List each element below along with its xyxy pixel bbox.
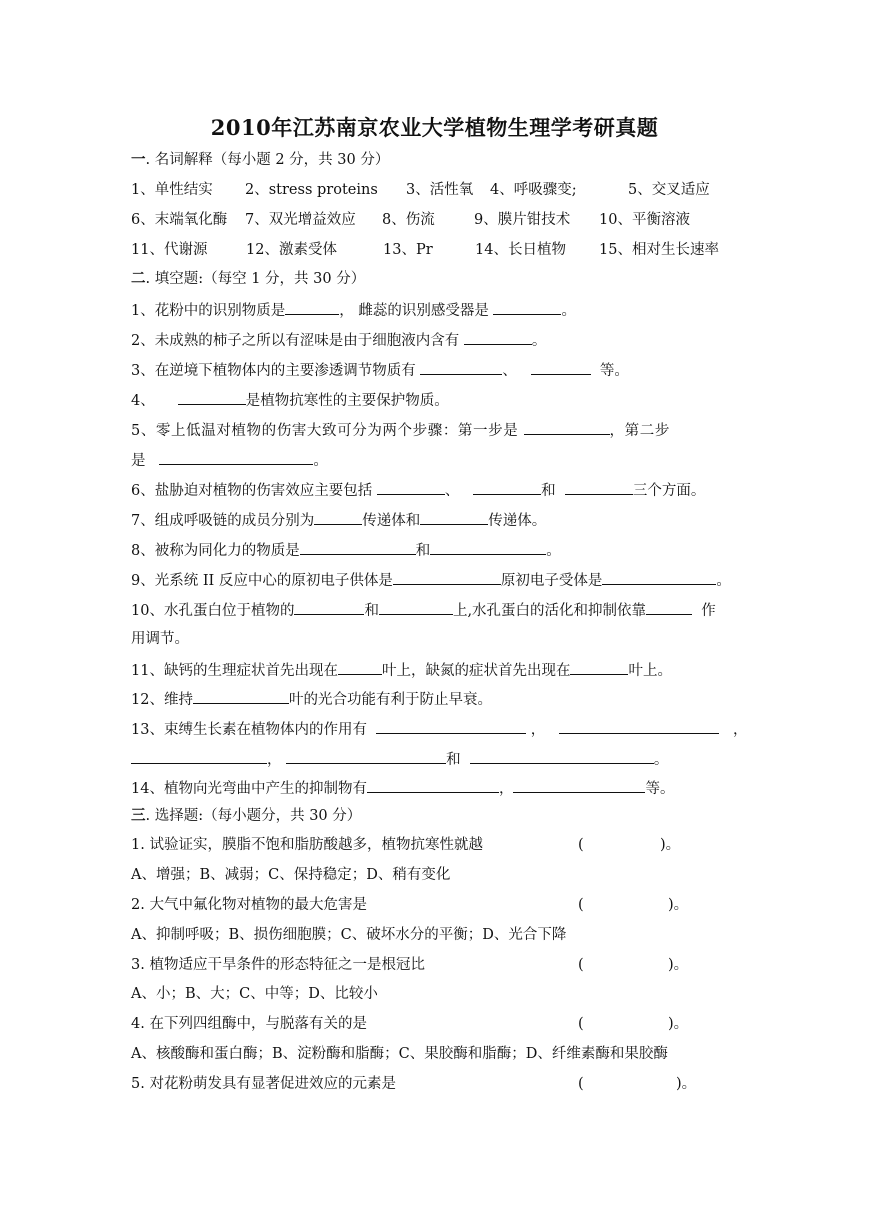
question-text: 。 [531, 333, 547, 349]
term-8: 8、伤流 [382, 212, 435, 228]
term-11: 11、代谢源 [131, 242, 208, 258]
term-10: 10、平衡溶液 [599, 212, 690, 228]
question-text: ， [267, 752, 282, 768]
choice-options-3: A、小；B、大；C、中等；D、比较小 [131, 986, 378, 1002]
answer-blank[interactable] [286, 748, 446, 764]
question-text: 3、在逆境下植物体内的主要渗透调节物质有 [131, 363, 416, 379]
answer-blank[interactable] [300, 539, 416, 555]
fill-question-13-cont [131, 748, 668, 770]
answer-blank[interactable] [493, 299, 561, 315]
question-text: 等。 [599, 363, 629, 379]
fill-question-14 [131, 777, 674, 799]
term-3: 3、活性氧 [406, 182, 474, 198]
answer-blank[interactable] [646, 599, 692, 615]
term-1: 1、单性结实 [131, 182, 213, 198]
question-text: 叶上。 [628, 663, 672, 679]
section-heading-1 [131, 150, 389, 170]
fill-question-5-cont [131, 449, 328, 471]
answer-blank[interactable] [531, 359, 591, 375]
term-9: 9、膜片钳技术 [474, 212, 571, 228]
question-text: 5、零上低温对植物的伤害大致可分为两个步骤：第一步是 [131, 423, 519, 439]
question-text: 和 [415, 543, 431, 559]
question-text: 三个方面。 [632, 483, 706, 499]
term-13: 13、Pr [383, 242, 433, 258]
question-text: ，第二步 [609, 423, 670, 439]
question-text: 2、未成熟的柿子之所以有涩味是由于细胞液内含有 [131, 333, 460, 349]
answer-paren-open[interactable]: ( [578, 1016, 584, 1032]
answer-blank[interactable] [430, 539, 546, 555]
question-text: 传递体。 [488, 513, 547, 529]
page-title: 2010年江苏南京农业大学植物生理学考研真题 [210, 115, 659, 140]
fill-question-1 [131, 299, 576, 321]
answer-blank[interactable] [420, 359, 502, 375]
answer-blank[interactable] [159, 449, 313, 465]
fill-question-8 [131, 539, 561, 561]
question-text: 8、被称为同化力的物质是 [131, 543, 300, 559]
answer-blank[interactable] [565, 479, 633, 495]
question-text: 12、维持 [131, 692, 193, 708]
term-6: 6、末端氧化酶 [131, 212, 228, 228]
answer-blank[interactable] [464, 329, 532, 345]
question-text: 传递体和 [362, 513, 421, 529]
fill-question-3 [131, 359, 629, 381]
fill-question-13 [131, 718, 747, 740]
answer-blank[interactable] [377, 479, 445, 495]
fill-question-2 [131, 329, 546, 351]
answer-blank[interactable] [570, 659, 628, 675]
answer-blank[interactable] [524, 419, 610, 435]
section-heading-2 [131, 269, 365, 289]
answer-blank[interactable] [131, 748, 267, 764]
question-text: 、 [502, 363, 517, 379]
choice-question-2: 2. 大气中氟化物对植物的最大危害是 [131, 897, 367, 913]
fill-question-12 [131, 688, 492, 710]
question-text: 上,水孔蛋白的活化和抑制依靠 [452, 603, 647, 619]
question-text: 等。 [645, 781, 675, 797]
question-text: 作 [701, 603, 716, 619]
question-text: ， [530, 722, 546, 738]
question-text: ， [498, 781, 514, 797]
section-heading-3 [131, 806, 361, 826]
answer-blank[interactable] [285, 299, 339, 315]
answer-blank[interactable] [376, 718, 526, 734]
term-15: 15、相对生长速率 [599, 242, 719, 258]
question-text: 是植物抗寒性的主要保护物质。 [245, 393, 449, 409]
section-number: 三 [131, 807, 146, 824]
term-12: 12、激素受体 [246, 242, 337, 258]
answer-blank[interactable] [294, 599, 364, 615]
answer-paren-close: )。 [668, 897, 689, 913]
section-text: . 名词解释（每小题 2 分，共 30 分） [145, 152, 390, 168]
question-text: 。 [653, 752, 669, 768]
section-number: 一 [131, 151, 146, 168]
fill-question-10-cont: 用调节。 [131, 631, 189, 647]
answer-paren-close: )。 [668, 1016, 689, 1032]
question-text: 、 [444, 483, 460, 499]
section-number: 二 [131, 270, 146, 287]
fill-question-9 [131, 569, 731, 591]
fill-question-11 [131, 659, 672, 681]
answer-paren-open[interactable]: ( [578, 837, 584, 853]
answer-blank[interactable] [338, 659, 382, 675]
term-5: 5、交叉适应 [628, 182, 710, 198]
question-text: 和 [541, 483, 556, 499]
question-text: 14、植物向光弯曲中产生的抑制物有 [131, 781, 367, 797]
term-14: 14、长日植物 [475, 242, 566, 258]
answer-blank[interactable] [367, 777, 499, 793]
answer-blank[interactable] [473, 479, 541, 495]
answer-blank[interactable] [470, 748, 654, 764]
answer-blank[interactable] [379, 599, 453, 615]
choice-options-1: A、增强；B、减弱；C、保持稳定；D、稍有变化 [131, 867, 451, 883]
answer-blank[interactable] [193, 688, 289, 704]
question-text: 。 [313, 453, 328, 469]
choice-question-1: 1. 试验证实，膜脂不饱和脂肪酸越多，植物抗寒性就越 [131, 837, 483, 853]
term-4: 4、呼吸骤变; [490, 182, 577, 198]
question-text: 9、光系统 II 反应中心的原初电子供体是 [131, 573, 393, 589]
answer-paren-open[interactable]: ( [578, 957, 584, 973]
term-2: 2、stress proteins [245, 182, 378, 198]
answer-blank[interactable] [393, 569, 501, 585]
question-text: 叶上，缺氮的症状首先出现在 [381, 663, 571, 679]
question-text: 原初电子受体是 [500, 573, 603, 589]
question-text: ， [732, 722, 748, 738]
fill-question-7 [131, 509, 546, 531]
answer-blank[interactable] [314, 509, 362, 525]
section-text: . 填空题:（每空 1 分，共 30 分） [145, 271, 366, 287]
fill-question-4 [131, 389, 449, 411]
answer-paren-close: )。 [668, 957, 689, 973]
section-text: . 选择题:（每小题分，共 30 分） [145, 808, 362, 824]
question-text: 6、盐胁迫对植物的伤害效应主要包括 [131, 483, 373, 499]
term-7: 7、双光增益效应 [245, 212, 356, 228]
question-text: 和 [364, 603, 379, 619]
question-text: 和 [446, 752, 461, 768]
answer-paren-close: )。 [660, 837, 681, 853]
question-text: 7、组成呼吸链的成员分别为 [131, 513, 315, 529]
question-text: 13、束缚生长素在植物体内的作用有 [131, 722, 367, 738]
question-text: 。 [716, 573, 731, 589]
fill-question-6 [131, 479, 705, 501]
question-text: 11、缺钙的生理症状首先出现在 [131, 663, 338, 679]
fill-question-5 [131, 419, 670, 441]
answer-paren-close: )。 [676, 1076, 697, 1092]
answer-blank[interactable] [602, 569, 716, 585]
fill-question-10 [131, 599, 716, 621]
question-text: 叶的光合功能有利于防止早衰。 [288, 692, 492, 708]
question-text: 1、花粉中的识别物质是 [131, 303, 286, 319]
answer-blank[interactable] [420, 509, 488, 525]
answer-blank[interactable] [178, 389, 246, 405]
answer-blank[interactable] [559, 718, 719, 734]
question-text: 是 [131, 453, 146, 469]
question-text: 10、水孔蛋白位于植物的 [131, 603, 295, 619]
question-text: 。 [561, 303, 576, 319]
choice-options-4: A、核酸酶和蛋白酶；B、淀粉酶和脂酶；C、果胶酶和脂酶；D、纤维素酶和果胶酶 [131, 1046, 668, 1062]
question-text: 4、 [131, 393, 155, 409]
choice-question-5: 5. 对花粉萌发具有显著促进效应的元素是 [131, 1076, 396, 1092]
answer-paren-open[interactable]: ( [578, 897, 584, 913]
question-text: 。 [546, 543, 561, 559]
choice-question-4: 4. 在下列四组酶中，与脱落有关的是 [131, 1016, 367, 1032]
answer-paren-open[interactable]: ( [578, 1076, 584, 1092]
answer-blank[interactable] [513, 777, 645, 793]
question-text: ， 雌蕊的识别感受器是 [339, 303, 489, 319]
choice-options-2: A、抑制呼吸；B、损伤细胞膜；C、破坏水分的平衡；D、光合下降 [131, 927, 567, 943]
choice-question-3: 3. 植物适应干旱条件的形态特征之一是根冠比 [131, 957, 425, 973]
